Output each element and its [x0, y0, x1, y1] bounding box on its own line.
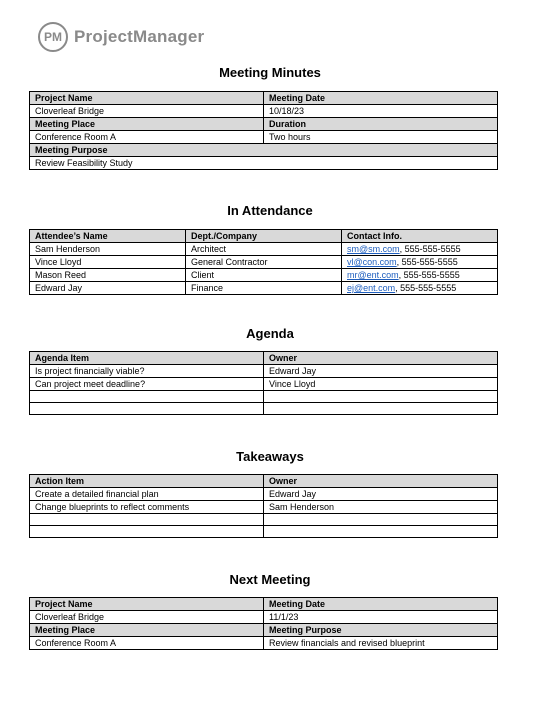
attendee-dept: Finance	[186, 282, 342, 295]
attendee-contact	[342, 269, 498, 282]
meeting-place-value: Conference Room A	[30, 637, 264, 650]
attendee-name: Vince Lloyd	[30, 256, 186, 269]
table-row	[30, 105, 498, 118]
project-name-label: Project Name	[30, 598, 264, 611]
table-row	[30, 598, 498, 611]
table-row	[30, 378, 498, 391]
attendee-contact	[342, 256, 498, 269]
email-link[interactable]: vl@con.com	[347, 257, 397, 267]
meeting-purpose-value: Review financials and revised blueprint	[264, 637, 498, 650]
meeting-date-value: 10/18/23	[264, 105, 498, 118]
attendee-name: Mason Reed	[30, 269, 186, 282]
agenda-item	[30, 391, 264, 403]
table-row	[30, 256, 498, 269]
agenda-item: Can project meet deadline?	[30, 378, 264, 391]
table-row	[30, 144, 498, 157]
table-row	[30, 352, 498, 365]
agenda-item-header: Agenda Item	[30, 352, 264, 365]
attendee-name: Edward Jay	[30, 282, 186, 295]
table-row	[30, 92, 498, 105]
email-link[interactable]: sm@sm.com	[347, 244, 400, 254]
meeting-purpose-label: Meeting Purpose	[264, 624, 498, 637]
action-owner: Edward Jay	[264, 488, 498, 501]
table-row	[30, 157, 498, 170]
agenda-owner	[264, 403, 498, 415]
logo-badge: PM	[38, 22, 68, 52]
table-row	[30, 230, 498, 243]
phone-text: , 555-555-5555	[398, 270, 460, 280]
dept-company-header: Dept./Company	[186, 230, 342, 243]
table-row	[30, 118, 498, 131]
phone-text: , 555-555-5555	[396, 257, 458, 267]
next-meeting-title: Next Meeting	[229, 572, 311, 587]
email-link[interactable]: ej@ent.com	[347, 283, 396, 293]
table-row	[30, 243, 498, 256]
action-owner: Sam Henderson	[264, 501, 498, 514]
duration-label: Duration	[264, 118, 498, 131]
attendee-dept: Architect	[186, 243, 342, 256]
table-row	[30, 403, 498, 415]
action-item: Change blueprints to reflect comments	[30, 501, 264, 514]
attendee-contact	[342, 282, 498, 295]
agenda-owner: Vince Lloyd	[264, 378, 498, 391]
table-row	[30, 488, 498, 501]
table-row	[30, 526, 498, 538]
in-attendance-title: In Attendance	[227, 203, 313, 218]
action-item	[30, 526, 264, 538]
agenda-owner: Edward Jay	[264, 365, 498, 378]
meeting-purpose-label: Meeting Purpose	[30, 144, 498, 157]
agenda-owner	[264, 391, 498, 403]
table-row	[30, 475, 498, 488]
attendee-contact	[342, 243, 498, 256]
takeaways-title: Takeaways	[236, 449, 304, 464]
email-link[interactable]: mr@ent.com	[347, 270, 399, 280]
meeting-minutes-title: Meeting Minutes	[219, 65, 321, 80]
table-row	[30, 637, 498, 650]
meeting-purpose-value: Review Feasibility Study	[30, 157, 498, 170]
attendance-table	[29, 229, 498, 295]
phone-text: , 555-555-5555	[395, 283, 457, 293]
table-row	[30, 269, 498, 282]
attendee-dept: Client	[186, 269, 342, 282]
logo-text: ProjectManager	[74, 27, 205, 46]
action-item-header: Action Item	[30, 475, 264, 488]
meeting-place-value: Conference Room A	[30, 131, 264, 144]
attendee-dept: General Contractor	[186, 256, 342, 269]
owner-header: Owner	[264, 475, 498, 488]
agenda-item: Is project financially viable?	[30, 365, 264, 378]
phone-text: , 555-555-5555	[399, 244, 461, 254]
table-row	[30, 501, 498, 514]
project-name-label: Project Name	[30, 92, 264, 105]
attendee-name-header: Attendee’s Name	[30, 230, 186, 243]
meeting-date-label: Meeting Date	[264, 598, 498, 611]
table-row	[30, 365, 498, 378]
project-name-value: Cloverleaf Bridge	[30, 105, 264, 118]
duration-value: Two hours	[264, 131, 498, 144]
next-meeting-table	[29, 597, 498, 650]
action-item	[30, 514, 264, 526]
table-row	[30, 391, 498, 403]
meeting-date-value: 11/1/23	[264, 611, 498, 624]
project-name-value: Cloverleaf Bridge	[30, 611, 264, 624]
agenda-table	[29, 351, 498, 415]
action-owner	[264, 526, 498, 538]
table-row	[30, 514, 498, 526]
action-owner	[264, 514, 498, 526]
attendee-name: Sam Henderson	[30, 243, 186, 256]
takeaways-table	[29, 474, 498, 538]
meeting-date-label: Meeting Date	[264, 92, 498, 105]
table-row	[30, 624, 498, 637]
contact-info-header: Contact Info.	[342, 230, 498, 243]
action-item: Create a detailed financial plan	[30, 488, 264, 501]
meeting-place-label: Meeting Place	[30, 118, 264, 131]
meeting-minutes-table	[29, 91, 498, 170]
projectmanager-logo	[38, 20, 204, 54]
table-row	[30, 131, 498, 144]
table-row	[30, 611, 498, 624]
table-row	[30, 282, 498, 295]
meeting-place-label: Meeting Place	[30, 624, 264, 637]
owner-header: Owner	[264, 352, 498, 365]
agenda-title: Agenda	[246, 326, 294, 341]
agenda-item	[30, 403, 264, 415]
